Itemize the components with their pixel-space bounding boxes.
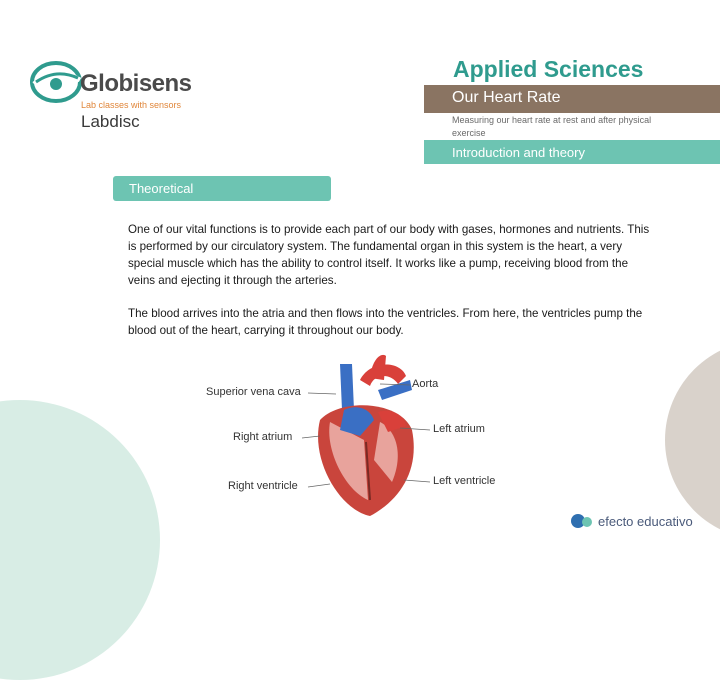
page-subtitle: Measuring our heart rate at rest and after physical exercise (452, 115, 652, 138)
label-right-ventricle: Right ventricle (228, 480, 298, 492)
logo-tagline: Lab classes with sensors (81, 100, 182, 110)
paragraph-2: The blood arrives into the atria and then flows into the ventricles. From here, the ventricles pump the blood out of the heart, carrying it throughout our body. (128, 307, 643, 337)
logo-product: Labdisc (81, 112, 140, 131)
section-banner (424, 140, 720, 164)
paragraph-1: One of our vital functions is to provide each part of our body with gases, hormones and nutrients. This is performed by our circulatory system. The fundamental organ in this system is the heart, a very special muscle which has the ability to control itself. It works like a pump, receiving blood from the veins and ejecting it through the arteries. (128, 223, 650, 287)
logo-brand-text: Globisens (80, 70, 192, 97)
label-superior-vena-cava: Superior vena cava (206, 386, 301, 398)
theoretical-banner (113, 176, 331, 201)
decorative-circle-right (665, 340, 720, 540)
label-right-atrium: Right atrium (233, 431, 293, 443)
efecto-educativo-logo-icon (570, 512, 594, 530)
label-left-ventricle: Left ventricle (433, 475, 496, 487)
decorative-circle-left (0, 400, 160, 680)
page-title: Our Heart Rate (452, 89, 561, 106)
label-aorta: Aorta (412, 378, 439, 390)
label-left-atrium: Left atrium (433, 423, 485, 435)
series-title: Applied Sciences (453, 56, 644, 82)
title-banner (424, 85, 720, 113)
publisher-name: efecto educativo (598, 514, 693, 529)
content-heading: Theoretical (129, 181, 194, 196)
section-title: Introduction and theory (452, 145, 585, 160)
heart-illustration (300, 350, 440, 520)
